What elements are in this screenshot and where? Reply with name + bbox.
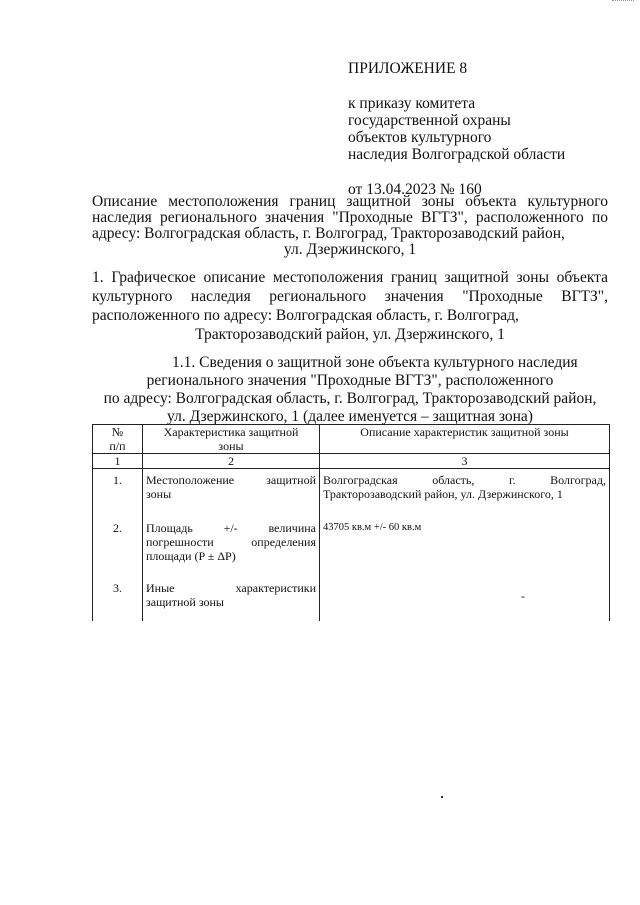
appendix-line: объектов культурного [348,129,492,146]
col-number: 2 [143,454,320,469]
row-num: 2. [93,521,143,581]
row-num: 3. [93,581,143,621]
appendix-date: от 13.04.2023 № 160 [348,181,482,198]
table-header-row [93,425,610,454]
header-num: № п/п [93,425,143,454]
heading-line: по адресу: Волгоградская область, г. Волгоград, Тракторозаводский район, [92,209,608,242]
subsection-line: ул. Дзержинского, 1 (далее именуется – защитная зона) [167,408,533,425]
subsection-line: 1.1. Сведения о защитной зоне объекта культурного наследия [172,354,578,371]
appendix-title: ПРИЛОЖЕНИЕ 8 [348,60,468,77]
appendix-block [348,60,565,198]
heading-line: наследия регионального значения "Проходные ВГТЗ", расположенного [92,209,584,226]
section-1-last-line: Тракторозаводский район, ул. Дзержинского, 1 [195,326,505,343]
row-characteristic: Местоположение защитной зоны [143,469,320,522]
table-row [93,469,610,522]
appendix-line: к приказу комитета [348,95,476,112]
column-number-row [93,454,610,469]
col-number: 3 [320,454,610,469]
subsection-line: по адресу: Волгоградская область, г. Волгоград, Тракторозаводский район, [103,390,597,407]
corner-mark [612,0,634,3]
table-row [93,521,610,581]
section-1-line: расположенного по адресу: Волгоградская область, г. Волгоград, [92,307,519,324]
appendix-line: государственной охраны [348,112,511,129]
section-1-line: 1. Графическое описание местоположения границ защитной зоны объекта [92,269,608,286]
section-1-line: культурного наследия регионального значения "Проходные ВГТЗ", [92,288,608,305]
subsection-1-1 [92,354,608,426]
subsection-line: регионального значения "Проходные ВГТЗ", расположенного [146,372,554,389]
row-characteristic: Площадь +/- величина погрешности определения площади (P ± ΔP) [143,521,320,581]
section-1 [92,268,608,344]
protection-zone-table [92,424,610,621]
header-description: Описание характеристик защитной зоны [320,425,610,454]
row-description: 43705 кв.м +/- 60 кв.м [320,521,610,581]
heading-line: Описание местоположения границ защитной зоны объекта культурного [92,193,608,210]
row-characteristic: Иные характеристики защитной зоны [143,581,320,621]
stray-dot [441,796,443,798]
row-description: Волгоградская область, г. Волгоград, Тракторозаводский район, ул. Дзержинского, 1 [320,469,610,522]
row-num: 1. [93,469,143,522]
header-characteristic: Характеристика защитной зоны [143,425,320,454]
document-heading [92,194,608,258]
row-description: - [320,581,610,621]
col-number: 1 [93,454,143,469]
heading-last-line: ул. Дзержинского, 1 [283,241,417,258]
appendix-line: наследия Волгоградской области [348,146,566,163]
table-row [93,581,610,621]
